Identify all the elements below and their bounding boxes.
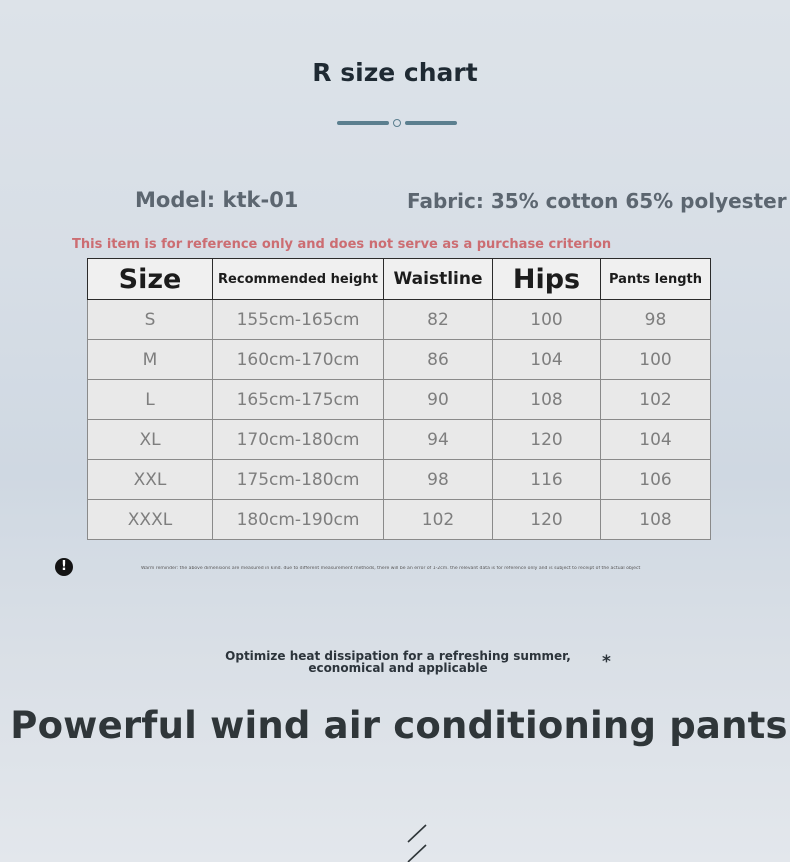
table-row — [88, 380, 711, 420]
table-row — [88, 420, 711, 460]
table-row — [88, 460, 711, 500]
cell-size: M — [88, 340, 213, 380]
header-hips: Hips — [493, 259, 601, 300]
cell-height: 155cm-165cm — [213, 300, 384, 340]
cell-hips: 104 — [493, 340, 601, 380]
cell-size: XL — [88, 420, 213, 460]
slash-decoration-icon — [404, 822, 430, 862]
cell-height: 160cm-170cm — [213, 340, 384, 380]
cell-height: 180cm-190cm — [213, 500, 384, 540]
exclamation-circle-icon: ! — [55, 558, 73, 576]
tagline: Optimize heat dissipation for a refreshing summer, economical and applicable — [225, 649, 571, 675]
table-row — [88, 500, 711, 540]
cell-height: 170cm-180cm — [213, 420, 384, 460]
header-recommended-height: Recommended height — [213, 259, 384, 300]
cell-height: 175cm-180cm — [213, 460, 384, 500]
product-headline: Powerful wind air conditioning pants — [10, 704, 788, 747]
header-waistline: Waistline — [384, 259, 493, 300]
cell-hips: 108 — [493, 380, 601, 420]
cell-height: 165cm-175cm — [213, 380, 384, 420]
cell-pants-length: 98 — [601, 300, 711, 340]
cell-waistline: 86 — [384, 340, 493, 380]
cell-pants-length: 104 — [601, 420, 711, 460]
cell-pants-length: 108 — [601, 500, 711, 540]
model-label: Model: ktk-01 — [135, 188, 299, 212]
cell-waistline: 82 — [384, 300, 493, 340]
star-icon: * — [602, 652, 611, 672]
title-divider — [337, 119, 457, 127]
divider-bar-right — [405, 121, 457, 125]
divider-dot — [393, 119, 401, 127]
reference-notice: This item is for reference only and does not serve as a purchase criterion — [72, 237, 612, 252]
fabric-label: Fabric: 35% cotton 65% polyester — [407, 189, 787, 213]
page-title: R size chart — [312, 58, 478, 87]
warm-reminder-text: Warm reminder: the above dimensions are measured in kind. due to different measurement methods, there will be an error of 1-2cm. the relevant data is for reference only and is subject to receipt of the actual object — [141, 566, 641, 571]
cell-size: XXXL — [88, 500, 213, 540]
cell-pants-length: 100 — [601, 340, 711, 380]
cell-hips: 120 — [493, 500, 601, 540]
cell-waistline: 102 — [384, 500, 493, 540]
table-row — [88, 340, 711, 380]
divider-bar-left — [337, 121, 389, 125]
cell-hips: 120 — [493, 420, 601, 460]
cell-size: S — [88, 300, 213, 340]
cell-size: XXL — [88, 460, 213, 500]
cell-hips: 116 — [493, 460, 601, 500]
cell-pants-length: 106 — [601, 460, 711, 500]
cell-waistline: 98 — [384, 460, 493, 500]
cell-waistline: 94 — [384, 420, 493, 460]
cell-pants-length: 102 — [601, 380, 711, 420]
table-header-row — [88, 259, 711, 300]
cell-hips: 100 — [493, 300, 601, 340]
table-row — [88, 300, 711, 340]
size-table — [87, 258, 711, 540]
cell-waistline: 90 — [384, 380, 493, 420]
cell-size: L — [88, 380, 213, 420]
header-size: Size — [88, 259, 213, 300]
header-pants-length: Pants length — [601, 259, 711, 300]
